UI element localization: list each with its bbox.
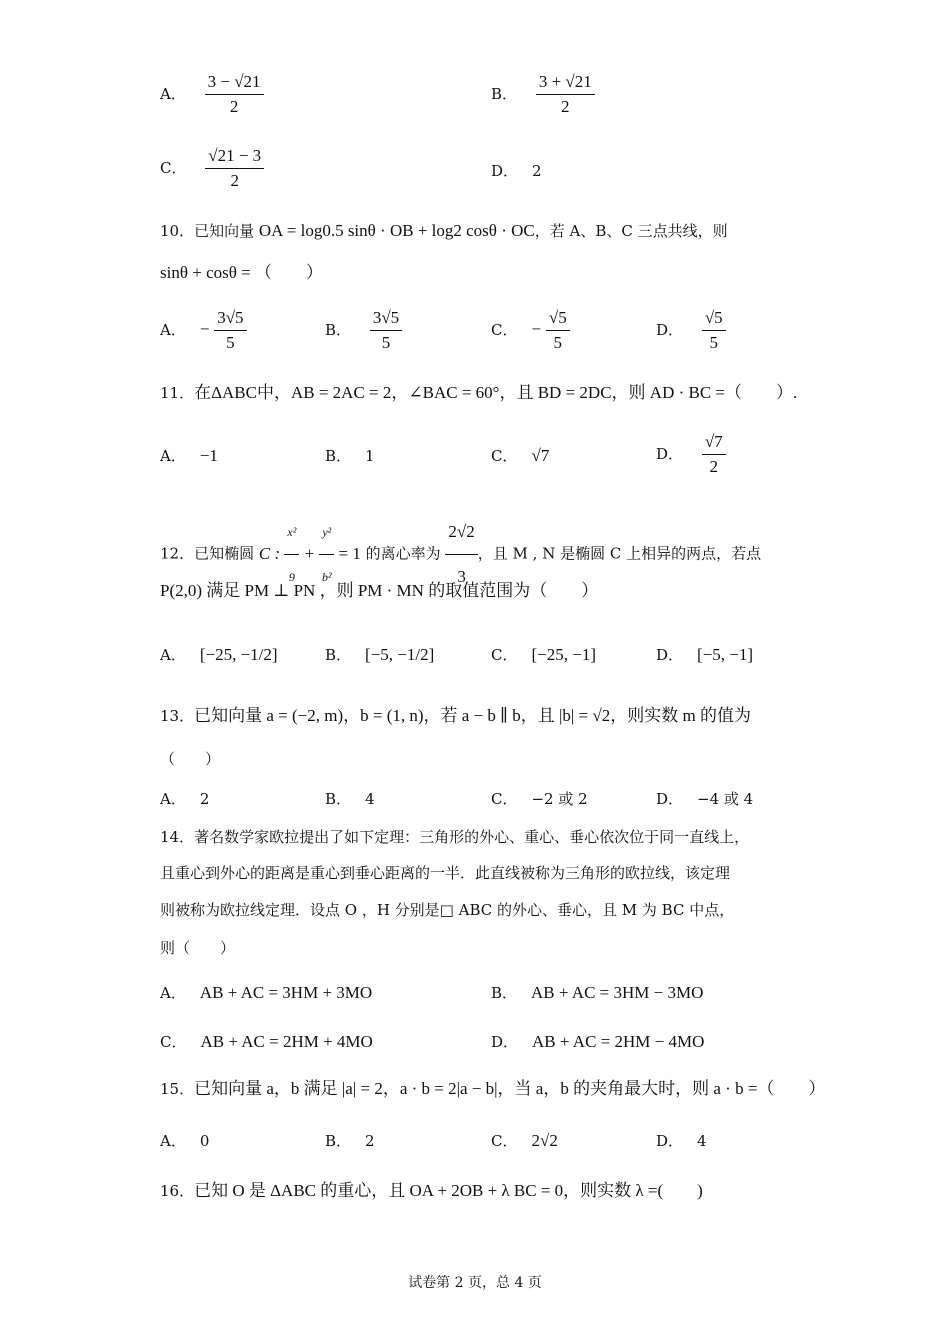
q10-option-b: B． $\frac{3√5}{5}$ — [325, 308, 402, 353]
q12-stem-line2: P(2,0) 满足 PM ⊥ PN ，则 PM · MN 的取值范围为（ ） — [160, 581, 599, 600]
q16-stem: 16．已知 O 是 ΔABC 的重心，且 OA + 2OB + λ BC = 0，则实数 λ =( ) — [160, 1181, 703, 1200]
q14-option-d: D． AB + AC = 2HM − 4MO — [491, 1032, 705, 1051]
q15-option-a: A． 0 — [160, 1132, 210, 1150]
q12-option-b: B． [−5, −1/2] — [325, 645, 435, 664]
q15-option-d: D． 4 — [656, 1132, 707, 1150]
q11-stem: 11．在ΔABC中，AB = 2AC = 2，∠BAC = 60°，且 BD = 2DC，则 AD · BC =（ ）. — [160, 383, 798, 402]
page-footer: 试卷第 2 页，总 4 页 — [408, 1275, 542, 1291]
q9-option-c: C． $\frac{√21 - 3}{2}$ — [160, 146, 264, 191]
q14-option-a: A． AB + AC = 3HM + 3MO — [160, 983, 373, 1002]
q12-eccentricity: $\frac{2√2}{3}$ — [445, 512, 477, 597]
q13-option-d: D． −4 或 4 — [656, 790, 754, 808]
q11-option-a: A． −1 — [160, 446, 218, 465]
q14-stem-line2: 且重心到外心的距离是重心到垂心距离的一半．此直线被称为三角形的欧拉线，该定理 — [160, 864, 731, 882]
q13-stem: 13．已知向量 a = (−2, m)，b = (1, n)，若 a − b ∥ b，且 |b| = √2，则实数 m 的值为 — [160, 706, 751, 725]
q12-option-c: C． [−25, −1] — [491, 645, 596, 664]
q9-option-b: B． $\frac{3 + √21}{2}$ — [491, 72, 595, 117]
q15-option-c: C． 2√2 — [491, 1131, 558, 1150]
q10-stem: 10．已知向量 OA = log0.5 sinθ · OB + log2 cosθ · OC，若 A、B、C 三点共线，则 — [160, 221, 728, 240]
q13-option-b: B． 4 — [325, 790, 375, 808]
q12-option-d: D． [−5, −1] — [656, 645, 754, 664]
q15-stem: 15．已知向量 a，b 满足 |a| = 2，a · b = 2|a − b|，当 a，b 的夹角最大时，则 a · b =（ ） — [160, 1079, 826, 1098]
q15-option-b: B． 2 — [325, 1132, 375, 1150]
q10-option-d: D． $\frac{√5}{5}$ — [656, 308, 726, 353]
q13-option-a: A． 2 — [160, 790, 210, 808]
q14-option-c: C． AB + AC = 2HM + 4MO — [160, 1032, 373, 1051]
q11-option-b: B． 1 — [325, 447, 375, 465]
q13-stem-line2: （ ） — [160, 750, 221, 768]
q14-stem-line4: 则（ ） — [160, 939, 236, 957]
q14-stem-line1: 14．著名数学家欧拉提出了如下定理：三角形的外心、重心、垂心依次位于同一直线上， — [160, 828, 750, 846]
q10-option-a: A． − $\frac{3√5}{5}$ — [160, 308, 247, 353]
q9-option-a: A． $\frac{3 - √21}{2}$ — [160, 72, 264, 117]
q10-stem-line2: sinθ + cosθ = （ ） — [160, 263, 323, 282]
q14-stem-line3: 则被称为欧拉线定理．设点 O ，H 分别是□ ABC 的外心、垂心，且 M 为 BC 中点， — [160, 901, 735, 919]
q14-option-b: B． AB + AC = 3HM − 3MO — [491, 983, 704, 1002]
q9-option-d: D． 2 — [491, 162, 542, 180]
q10-equation: OA = log0.5 sinθ · OB + log2 cosθ · OC — [258, 221, 535, 240]
q11-option-c: C． √7 — [491, 446, 550, 465]
q12-option-a: A． [−25, −1/2] — [160, 645, 278, 664]
q12-stem: 12．已知椭圆 C : $\frac{\text{x²}}{9}$ + $\frac{\text{y²}}{\text{b²}}$ = 1 的离心率为 $\frac{2√2}{3}$ ，且 M , N 是椭圆 C 上相异的两点，若点 — [160, 512, 761, 597]
q12-ellipse-equation: C : $\frac{\text{x²}}{9}$ + $\frac{\text{y²}}{\text{b²}}$ = 1 — [259, 544, 361, 563]
q11-option-d: D． $\frac{√7}{2}$ — [656, 432, 726, 477]
q10-option-c: C． − $\frac{√5}{5}$ — [491, 308, 570, 353]
q13-option-c: C． −2 或 2 — [491, 790, 588, 808]
